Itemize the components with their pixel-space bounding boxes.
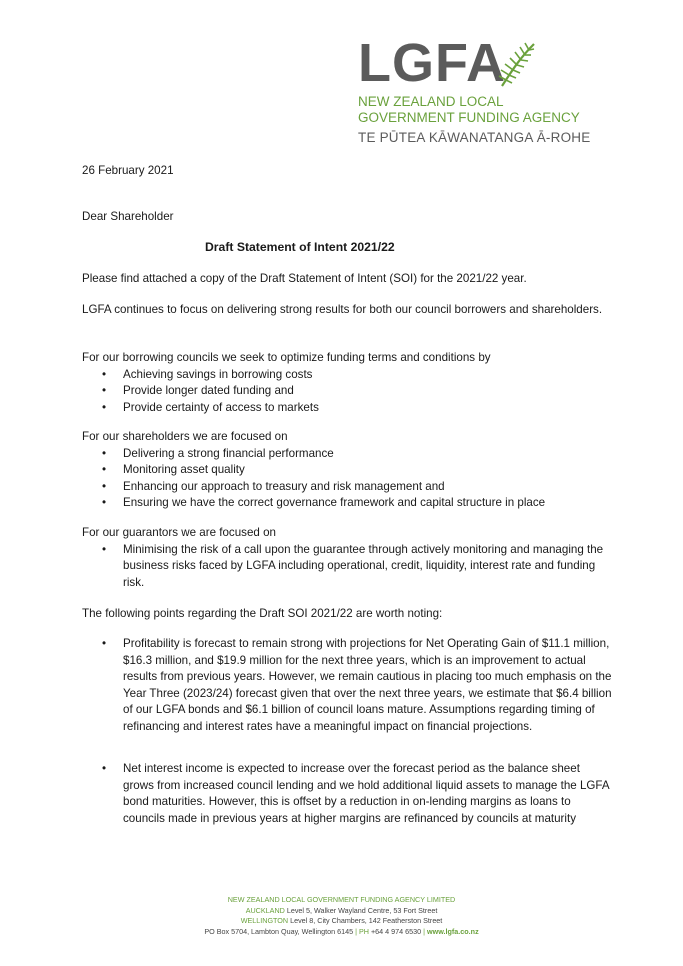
footer-auckland-address: Level 5, Walker Wayland Centre, 53 Fort Street — [286, 905, 438, 915]
logo-text: LGFA — [358, 33, 506, 93]
shareholders-section — [82, 429, 612, 512]
list-item: • Monitoring asset quality — [82, 462, 612, 479]
fern-icon — [496, 40, 538, 88]
shareholders-list — [82, 446, 612, 512]
points-list-2 — [82, 761, 612, 827]
org-name-line-2: GOVERNMENT FUNDING AGENCY — [358, 110, 580, 125]
footer-company: NEW ZEALAND LOCAL GOVERNMENT FUNDING AGENCY LIMITED — [227, 895, 456, 904]
logo-mark — [358, 33, 598, 94]
guarantors-lead: For our guarantors we are focused on — [82, 526, 276, 539]
footer-auckland — [0, 906, 683, 917]
footer-wellington — [0, 916, 683, 927]
lgfa-logo — [358, 33, 598, 145]
councils-section — [82, 350, 612, 416]
letter-greeting: Dear Shareholder — [82, 210, 174, 223]
list-item: • Minimising the risk of a call upon the guarantee through actively monitoring and managing the business risks faced by LGFA including operational, credit, liquidity, interest rate and funding risk. — [82, 542, 612, 592]
footer-phone: +64 4 974 6530 — [370, 926, 422, 936]
councils-list — [82, 367, 612, 417]
maori-name: TE PŪTEA KĀWANATANGA Ā-ROHE — [358, 130, 591, 145]
guarantors-section — [82, 525, 612, 591]
footer-wellington-label: WELLINGTON — [240, 916, 289, 925]
shareholders-lead: For our shareholders we are focused on — [82, 430, 288, 443]
list-item: • Achieving savings in borrowing costs — [82, 367, 612, 384]
guarantors-list — [82, 542, 612, 592]
footer-auckland-label: AUCKLAND — [245, 905, 285, 915]
points-lead: The following points regarding the Draft SOI 2021/22 are worth noting: — [82, 607, 443, 620]
list-item: • Delivering a strong financial performance — [82, 446, 612, 463]
list-item: • Ensuring we have the correct governance framework and capital structure in place — [82, 495, 612, 512]
footer-website-link[interactable]: www.lgfa.co.nz — [427, 926, 479, 936]
letter-footer — [0, 895, 683, 937]
list-item: • Provide certainty of access to markets — [82, 400, 612, 417]
focus-paragraph: LGFA continues to focus on delivering strong results for both our council borrowers and shareholders. — [82, 303, 603, 316]
points-list-1 — [82, 636, 612, 735]
list-item: • Enhancing our approach to treasury and risk management and — [82, 479, 612, 496]
councils-lead: For our borrowing councils we seek to optimize funding terms and conditions by — [82, 351, 491, 364]
point-interest: • Net interest income is expected to increase over the forecast period as the balance sheet grows from increased council lending and we hold additional liquid assets to manage the LGFA bond maturities. However, this is offset by a reduction in on-lending margins as loans to councils made in previous years at higher margins are refinanced by councils at maturity — [82, 761, 612, 827]
list-item: • Provide longer dated funding and — [82, 383, 612, 400]
org-name-line-1: NEW ZEALAND LOCAL — [358, 94, 504, 109]
footer-contact: PO Box 5704, Lambton Quay, Wellington 6145 | PH +64 4 974 6530 | www.lgfa.co.nz — [204, 926, 479, 936]
footer-ph-label: PH — [358, 926, 369, 936]
point-profitability: • Profitability is forecast to remain strong with projections for Net Operating Gain of $11.1 million, $16.3 million, and $19.9 million for the next three years, which is an improvement to actual results from previous years. However, we remain cautious in placing too much emphasis on the Year Three (2023/24) forecast given that over the next three years, we estimate that $6.4 billion of our LGFA bonds and $6.1 billion of council loans mature. Assumptions regarding timing of refinancing and interest rates have a meaningful impact on financial projections. — [82, 636, 612, 735]
letter-title: Draft Statement of Intent 2021/22 — [205, 240, 395, 254]
footer-wellington-address: Level 8, City Chambers, 142 Featherston Street — [290, 916, 443, 925]
intro-paragraph: Please find attached a copy of the Draft Statement of Intent (SOI) for the 2021/22 year. — [82, 272, 527, 285]
footer-po-box: PO Box 5704, Lambton Quay, Wellington 6145 — [204, 926, 354, 936]
letter-date: 26 February 2021 — [82, 164, 174, 177]
